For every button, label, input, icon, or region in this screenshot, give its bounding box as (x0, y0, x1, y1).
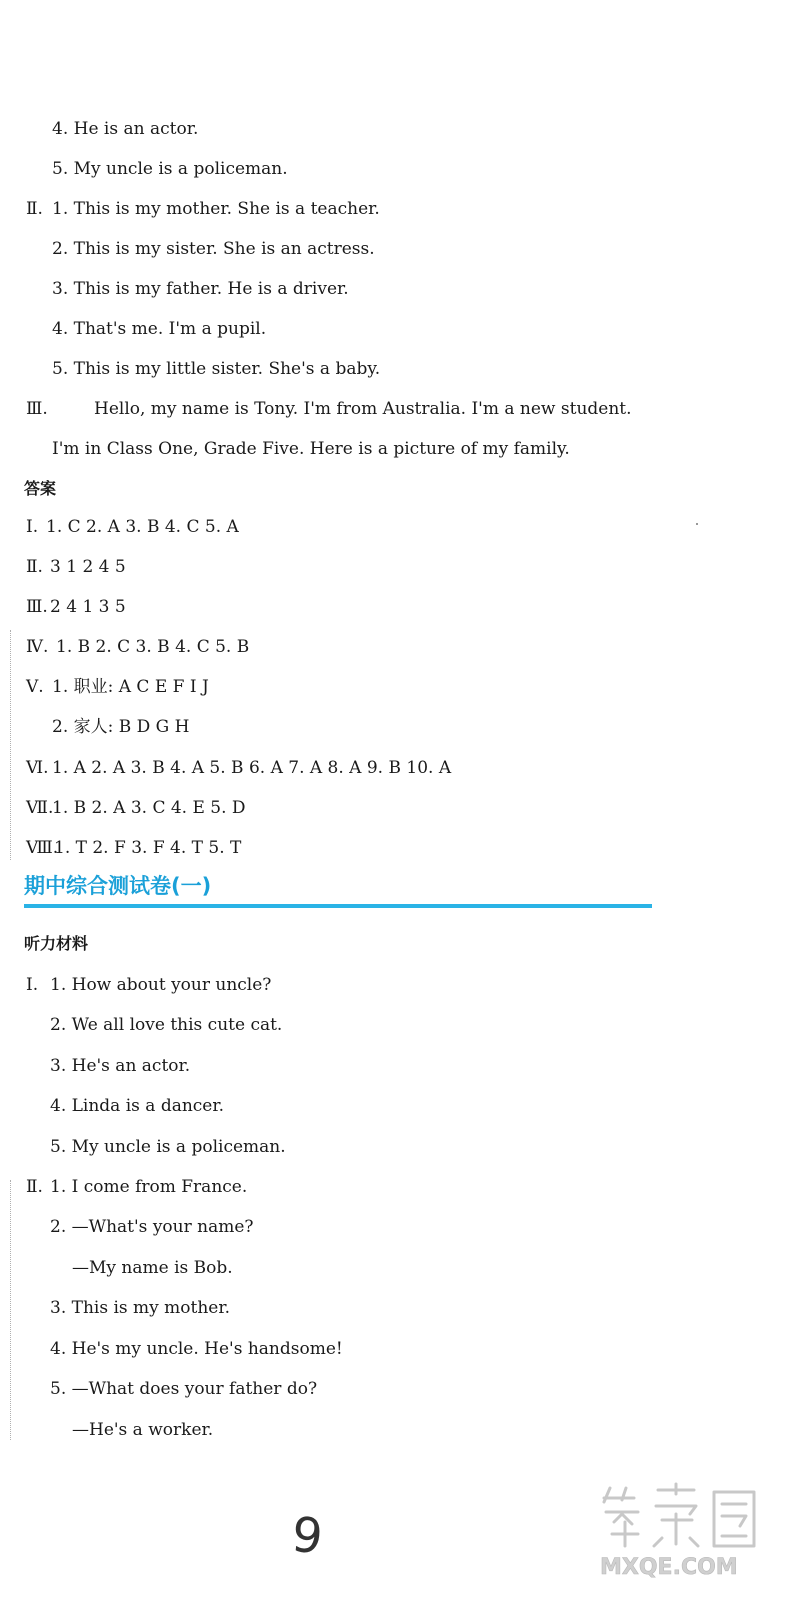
listening-item: 4. Linda is a dancer. (50, 1096, 225, 1116)
page-number: 9 (289, 1506, 326, 1566)
listening-item: 4. That's me. I'm a pupil. (52, 319, 267, 339)
answer-row: Ⅰ. 1. C 2. A 3. B 4. C 5. A (26, 517, 239, 537)
listening-item: Ⅲ. Hello, my name is Tony. I'm from Australia. I'm a new student. (26, 399, 632, 419)
listening-item: 4. He's my uncle. He's handsome! (50, 1339, 343, 1359)
roman-numeral-label: Ⅳ. (26, 637, 49, 657)
listening-item: —My name is Bob. (72, 1258, 233, 1278)
roman-numeral-label: Ⅱ. (26, 557, 43, 577)
binding-margin-line (10, 1180, 11, 1440)
listening-item: 2. —What's your name? (50, 1217, 254, 1237)
listening-item: Ⅰ. 1. How about your uncle? (26, 975, 272, 995)
section-title-underline (24, 904, 652, 908)
svg-text:MXQE.COM: MXQE.COM (600, 1555, 738, 1578)
listening-item: Ⅱ. 1. I come from France. (26, 1177, 248, 1197)
section-title: 期中综合测试卷(一) (24, 874, 212, 898)
answer-row: Ⅲ. 2 4 1 3 5 (26, 597, 126, 617)
roman-numeral-label: Ⅱ. (26, 1177, 43, 1197)
answers-heading: 答案 (24, 479, 57, 498)
roman-numeral-label: Ⅶ. (26, 798, 54, 818)
listening-item: Ⅱ.1. This is my mother. She is a teacher. (26, 199, 380, 219)
answer-row: 2. 家人: B D G H (52, 717, 190, 737)
listening-item: 5. My uncle is a policeman. (52, 159, 288, 179)
answer-row: Ⅷ.1. T 2. F 3. F 4. T 5. T (26, 838, 242, 858)
roman-numeral-label: Ⅲ. (26, 399, 48, 419)
listening-item: 3. This is my father. He is a driver. (52, 279, 349, 299)
answer-row: Ⅱ. 3 1 2 4 5 (26, 557, 126, 577)
listening-item: —He's a worker. (72, 1420, 214, 1440)
answer-row: Ⅴ. 1. 职业: A C E F I J (26, 677, 209, 697)
answer-row: Ⅳ. 1. B 2. C 3. B 4. C 5. B (26, 637, 250, 657)
roman-numeral-label: Ⅱ. (26, 199, 43, 219)
listening-item: 5. My uncle is a policeman. (50, 1137, 286, 1157)
watermark-logo (596, 1478, 766, 1578)
binding-margin-line (10, 630, 11, 860)
roman-numeral-label: Ⅰ. (26, 975, 39, 995)
listening-item: 2. This is my sister. She is an actress. (52, 239, 375, 259)
listening-item: 2. We all love this cute cat. (50, 1015, 283, 1035)
roman-numeral-label: Ⅴ. (26, 677, 44, 697)
roman-numeral-label: Ⅲ. (26, 597, 48, 617)
roman-numeral-label: Ⅰ. (26, 517, 39, 537)
roman-numeral-label: Ⅵ. (26, 758, 49, 778)
answer-row: Ⅵ. 1. A 2. A 3. B 4. A 5. B 6. A 7. A 8. A 9. B 10. A (26, 758, 452, 778)
listening-material-heading: 听力材料 (24, 934, 89, 953)
roman-numeral-label: Ⅷ. (26, 838, 59, 858)
scan-speck (696, 523, 698, 525)
listening-item: 5. —What does your father do? (50, 1379, 318, 1399)
listening-item: 3. This is my mother. (50, 1298, 231, 1318)
listening-item: 5. This is my little sister. She's a baby. (52, 359, 381, 379)
listening-item: 3. He's an actor. (50, 1056, 191, 1076)
listening-item: 4. He is an actor. (52, 119, 199, 139)
answer-row: Ⅶ.1. B 2. A 3. C 4. E 5. D (26, 798, 246, 818)
listening-item: I'm in Class One, Grade Five. Here is a picture of my family. (52, 439, 570, 459)
